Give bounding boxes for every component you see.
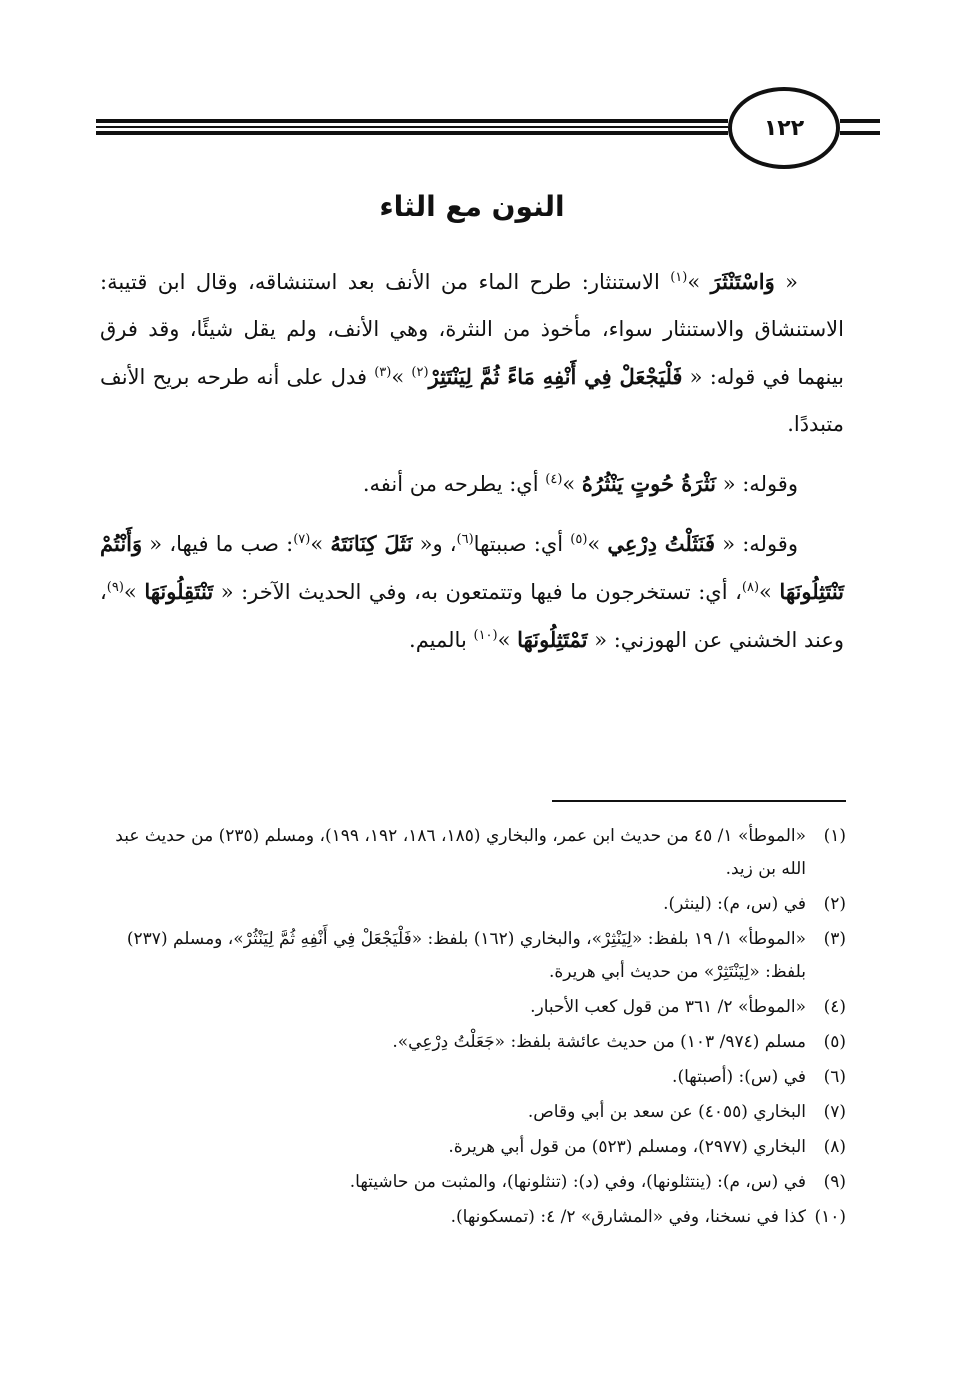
footnote <box>100 923 846 989</box>
hadith-quote: فَلْيَجْعَلْ فِي أَنْفِهِ مَاءً ثُمَّ لِيَنْتَثِرْ <box>428 364 683 389</box>
footnote-ref: (٥) <box>570 532 588 547</box>
quote-close: » <box>562 472 582 496</box>
footnote-text: البخاري (٢٩٧٧)، ومسلم (٥٢٣) من قول أبي هريرة. <box>448 1137 806 1157</box>
footnote-number: (١٠) <box>814 1207 846 1227</box>
paragraph-text: : صب ما فيها، « <box>142 532 294 556</box>
footnote-text: في (س): (أصبتها). <box>672 1067 806 1087</box>
footnote-ref: (١) <box>670 270 688 285</box>
header-rule-right-bottom <box>840 131 880 135</box>
footnote-text: مسلم (٩٧٤/ ١٠٣) من حديث عائشة بلفظ: «جَعَلْتُ دِرْعِي». <box>392 1032 806 1052</box>
footnote <box>100 1026 846 1059</box>
quote-open: « <box>774 270 798 294</box>
paragraph-text: الاستنثار: طرح الماء من الأنف بعد استنشاقه، وقال ابن قتيبة: الاستنشاق والاستنثار سواء، مأخوذ من النثرة، وهي الأنف، ولم يقل شيئًا، وقد فرق بينهما في قوله: « <box>100 270 845 389</box>
footnote-number: (٧) <box>823 1102 846 1122</box>
footnote-ref: (٨) <box>741 580 760 595</box>
headword: نَثْرَةُ حُوتٍ يَنْثُرُهُ <box>581 471 717 496</box>
chapter-title: النون مع الثاء <box>379 190 565 223</box>
paragraph-text: ، و« <box>412 532 457 556</box>
header-rule-middle <box>96 126 728 128</box>
footnote-ref: (٤) <box>545 472 563 487</box>
footnote <box>100 820 846 886</box>
footnote <box>100 1061 846 1094</box>
footnote-text: البخاري (٤٠٥٥) عن سعد بن أبي وقاص. <box>527 1102 806 1122</box>
footnote-ref: (٦) <box>456 532 474 547</box>
footnote-number: (٥) <box>823 1032 846 1052</box>
footnote-number: (٨) <box>823 1137 846 1157</box>
footnote-number: (٤) <box>823 997 846 1017</box>
paragraph-2 <box>100 460 844 508</box>
paragraph-1 <box>100 258 844 448</box>
headword: تَمْتَثِلُونَهَا <box>517 627 588 652</box>
footnote-separator <box>552 800 846 802</box>
footnote <box>100 1096 846 1129</box>
paragraph-text: وقوله: « <box>716 472 798 496</box>
footnotes <box>100 820 846 1236</box>
footnote-number: (٩) <box>823 1172 846 1192</box>
footnote-text: في (س، م): (لينثر). <box>663 894 806 914</box>
headword: وَاسْتَنْثَرَ <box>710 269 775 294</box>
quote-close: » <box>310 532 331 556</box>
headword: تَنْتَقِلُونَهَا <box>144 579 214 604</box>
quote-close: » <box>391 365 412 389</box>
headword: وَأَنْتُمْ تَنْتَثِلُونَهَا <box>100 531 845 604</box>
footnote-text: في (س، م): (ينتثلونها)، وفي (د): (تنثلونها)، والمثبت من حاشيتها. <box>349 1172 806 1192</box>
header-rule-top <box>96 119 728 123</box>
paragraph-3 <box>100 520 844 664</box>
footnote-ref: (١٠) <box>473 628 498 643</box>
paragraph-text: ، وعند الخشني عن الهوزني: « <box>100 580 844 652</box>
paragraph-text: بالميم. <box>409 628 474 652</box>
header-rule-right-top <box>840 119 880 123</box>
quote-close: » <box>687 270 711 294</box>
footnote-text: «الموطأ» ٢/ ٣٦١ من قول كعب الأحبار. <box>530 997 806 1017</box>
paragraph-text: ، أي: تستخرجون ما فيها وتتمتعون به، وفي الحديث الآخر: « <box>213 580 742 604</box>
headword: نَثَلَ كِنَانَتَهُ <box>330 531 413 556</box>
footnote <box>100 1201 846 1234</box>
quote-close: » <box>123 580 145 604</box>
quote-close: » <box>587 532 608 556</box>
footnote-text: «الموطأ» ١/ ١٩ بلفظ: «لِيَنْثِرْ»، والبخاري (١٦٢) بلفظ: «فَلْيَجْعَلْ فِي أَنْفِهِ ثُمَّ لِيَنْثُرْ»، ومسلم (٢٣٧) بلفظ: «لِيَنْتَثِرْ» من حديث أبي هريرة. <box>126 929 806 982</box>
footnote-text: كذا في نسخنا، وفي «المشارق» ٢/ ٤: (تمسكونها). <box>450 1207 806 1227</box>
header-rule-bottom <box>96 131 728 135</box>
paragraph-text: وقوله: « <box>715 532 798 556</box>
footnote <box>100 1131 846 1164</box>
headword: فَنَثَلْتُ دِرْعِي <box>607 531 716 556</box>
footnote-ref: (٩) <box>106 580 124 595</box>
paragraph-text: أي: صببتها <box>473 532 571 556</box>
footnote-ref: (٢) <box>411 365 429 380</box>
paragraph-text: أي: يطرحه من أنفه. <box>362 472 546 496</box>
footnote <box>100 888 846 921</box>
main-text <box>100 258 844 676</box>
paragraph-text: فدل على أنه طرحه بريح الأنف متبددًا. <box>100 365 844 436</box>
quote-close: » <box>759 580 780 604</box>
footnote <box>100 991 846 1024</box>
footnote-number: (٦) <box>823 1067 846 1087</box>
footnote-number: (٢) <box>823 894 846 914</box>
footnote-number: (١) <box>823 826 846 846</box>
quote-close: » <box>497 628 518 652</box>
footnote-text: «الموطأ» ١/ ٤٥ من حديث ابن عمر، والبخاري (١٨٥، ١٨٦، ١٩٢، ١٩٩)، ومسلم (٢٣٥) من حديث عبد الله بن زيد. <box>115 826 806 879</box>
footnote-ref: (٧) <box>293 532 311 547</box>
footnote-number: (٣) <box>823 929 846 949</box>
footnote-ref: (٣) <box>374 365 392 380</box>
page-number: ١٢٢ <box>728 87 840 169</box>
footnote <box>100 1166 846 1199</box>
